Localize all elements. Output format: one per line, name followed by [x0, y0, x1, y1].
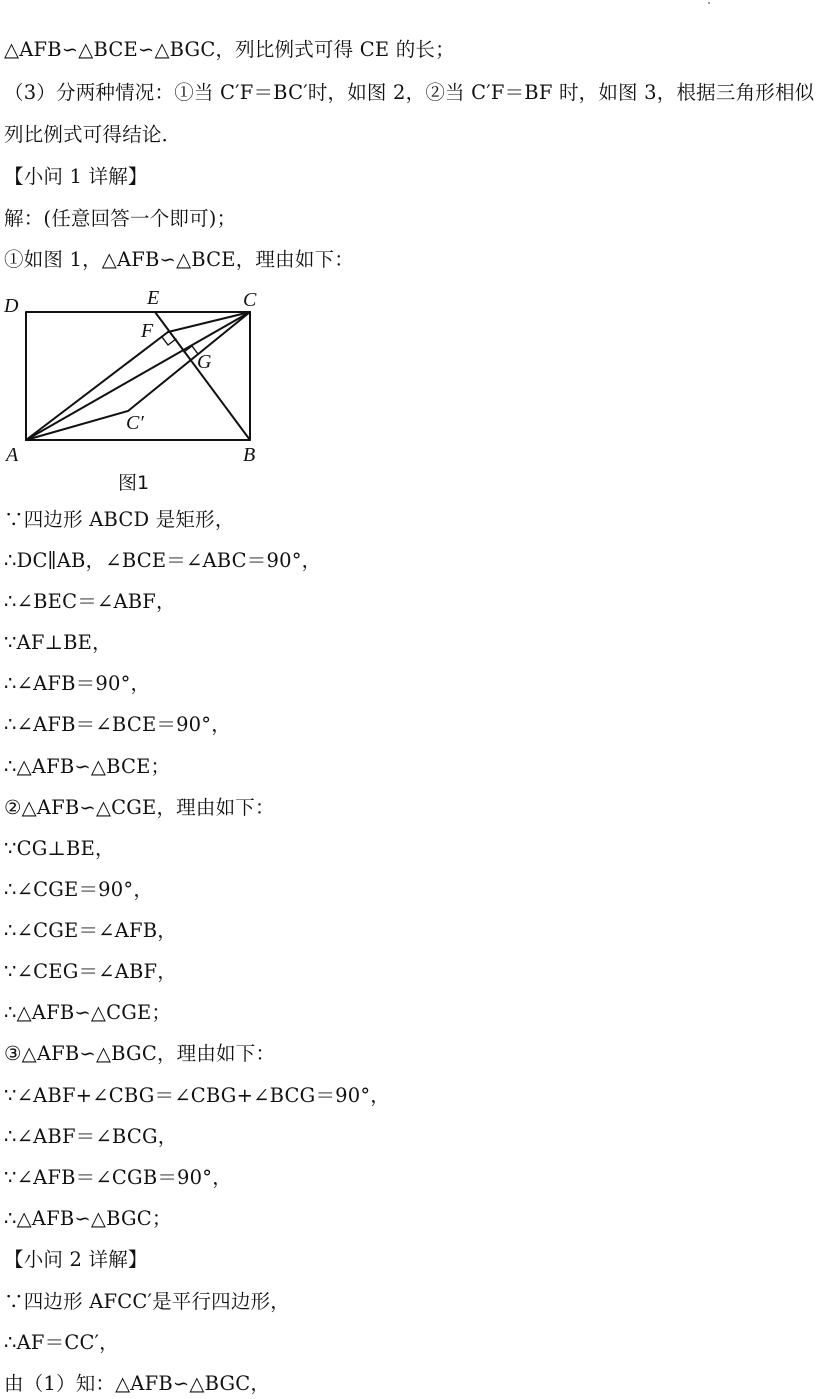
section-heading-q2: 【小问 2 详解】	[4, 1248, 148, 1271]
text-line-24: ∴△AFB∽△BGC；	[4, 1207, 172, 1230]
text-line-20: ③△AFB∽△BGC，理由如下：	[4, 1042, 276, 1065]
text-line-28: 由（1）知：△AFB∽△BGC，	[4, 1372, 271, 1395]
text-line-19: ∴△AFB∽△CGE；	[4, 1001, 172, 1024]
segment-af	[26, 332, 168, 440]
label-a: A	[6, 444, 19, 466]
label-e: E	[147, 287, 160, 309]
section-heading-q1: 【小问 1 详解】	[4, 165, 148, 188]
text-line-8: ∴DC∥AB，∠BCE＝∠ABC＝90°，	[4, 549, 322, 572]
text-line-7: ∵四边形 ABCD 是矩形，	[4, 508, 235, 531]
text-line-18: ∵∠CEG＝∠ABF，	[4, 960, 177, 983]
figure-1-diagram	[0, 284, 290, 496]
text-line-11: ∴∠AFB＝90°，	[4, 672, 151, 695]
text-line-1: △AFB∽△BCE∽△BGC，列比例式可得 CE 的长；	[4, 38, 455, 61]
text-line-12: ∴∠AFB＝∠BCE＝90°，	[4, 713, 231, 736]
text-line-9: ∴∠BEC＝∠ABF，	[4, 590, 176, 613]
text-line-10: ∵AF⊥BE，	[4, 631, 112, 654]
text-line-27: ∴AF＝CC′，	[4, 1331, 119, 1354]
scan-speck	[708, 2, 710, 4]
label-d: D	[4, 295, 19, 317]
text-line-13: ∴△AFB∽△BCE；	[4, 755, 171, 778]
segment-ac-prime	[26, 411, 128, 440]
text-line-14: ②△AFB∽△CGE，理由如下：	[4, 796, 275, 819]
text-line-17: ∴∠CGE＝∠AFB，	[4, 919, 177, 942]
text-line-15: ∵CG⊥BE，	[4, 837, 115, 860]
text-line-6: ①如图 1，△AFB∽△BCE，理由如下：	[4, 248, 354, 271]
figure-caption: 图1	[118, 472, 150, 494]
label-g: G	[197, 351, 212, 373]
label-c: C	[243, 289, 257, 311]
text-line-5: 解：(任意回答一个即可)；	[4, 207, 237, 230]
text-line-16: ∴∠CGE＝90°，	[4, 878, 154, 901]
label-f: F	[141, 320, 154, 342]
label-c-prime: C′	[126, 412, 144, 434]
text-line-26: ∵四边形 AFCC′是平行四边形，	[4, 1290, 290, 1313]
text-line-21: ∵∠ABF+∠CBG＝∠CBG+∠BCG＝90°，	[4, 1084, 391, 1107]
label-b: B	[243, 444, 256, 466]
text-line-2: （3）分两种情况：①当 C′F＝BC′时，如图 2，②当 C′F＝BF 时，如图 3，根据三角形相似	[4, 81, 815, 104]
text-line-3: 列比例式可得结论．	[4, 123, 182, 146]
text-line-22: ∴∠ABF＝∠BCG，	[4, 1125, 178, 1148]
text-line-23: ∵∠AFB＝∠CGB＝90°，	[4, 1166, 232, 1189]
